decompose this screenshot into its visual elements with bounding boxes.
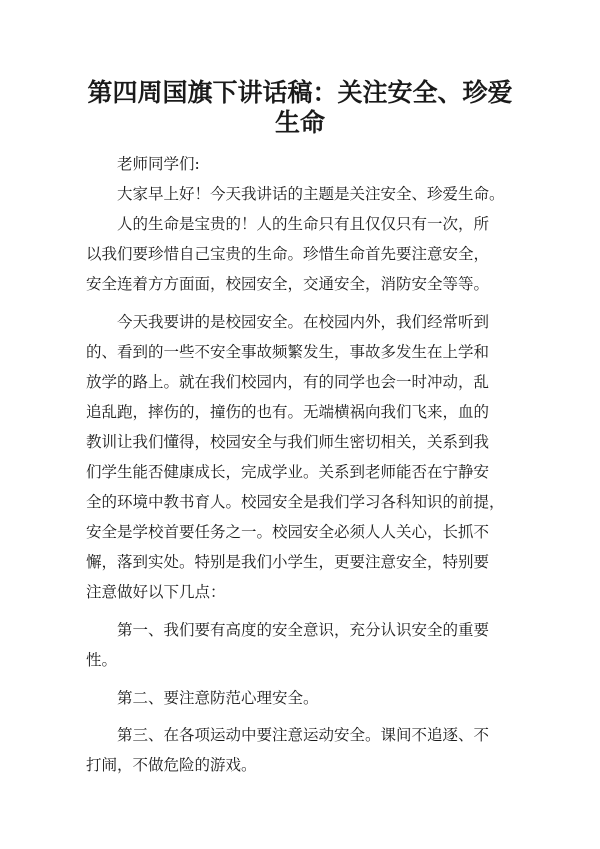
- body-line: 安全连着方方面面，校园安全，交通安全，消防安全等等。: [86, 275, 490, 293]
- body-line: 人的生命是宝贵的！人的生命只有且仅仅只有一次，所: [117, 215, 490, 233]
- body-line: 的、看到的一些不安全事故频繁发生，事故多发生在上学和: [86, 343, 490, 361]
- salutation-line: 老师同学们:: [117, 155, 200, 173]
- body-line: 以我们要珍惜自己宝贵的生命。珍惜生命首先要注意安全，: [86, 245, 490, 263]
- body-line: 第一、我们要有高度的安全意识，充分认识安全的重要: [117, 621, 490, 639]
- body-line: 今天我要讲的是校园安全。在校园内外，我们经常听到: [117, 313, 490, 331]
- body-line: 打闹，不做危险的游戏。: [86, 756, 257, 774]
- body-line: 大家早上好！今天我讲话的主题是关注安全、珍爱生命。: [117, 185, 505, 203]
- body-line: 放学的路上。就在我们校园内，有的同学也会一时冲动，乱: [86, 373, 490, 391]
- document-title-line-2: 生命: [274, 108, 325, 137]
- body-line: 第三、在各项运动中要注意运动安全。课间不追逐、不: [117, 726, 490, 744]
- body-line: 懈，落到实处。特别是我们小学生，更要注意安全，特别要: [86, 553, 490, 571]
- body-line: 追乱跑，摔伤的，撞伤的也有。无端横祸向我们飞来，血的: [86, 403, 490, 421]
- body-line: 注意做好以下几点：: [86, 583, 226, 601]
- body-line: 安全是学校首要任务之一。校园安全必须人人关心，长抓不: [86, 523, 490, 541]
- body-line: 们学生能否健康成长，完成学业。关系到老师能否在宁静安: [86, 463, 490, 481]
- document-title-line-1: 第四周国旗下讲话稿：关注安全、珍爱: [87, 78, 513, 107]
- body-line: 第二、要注意防范心理安全。: [117, 689, 319, 707]
- body-line: 教训让我们懂得，校园安全与我们师生密切相关，关系到我: [86, 433, 490, 451]
- body-line: 全的环境中教书育人。校园安全是我们学习各科知识的前提，: [86, 493, 505, 511]
- body-line: 性。: [86, 651, 118, 669]
